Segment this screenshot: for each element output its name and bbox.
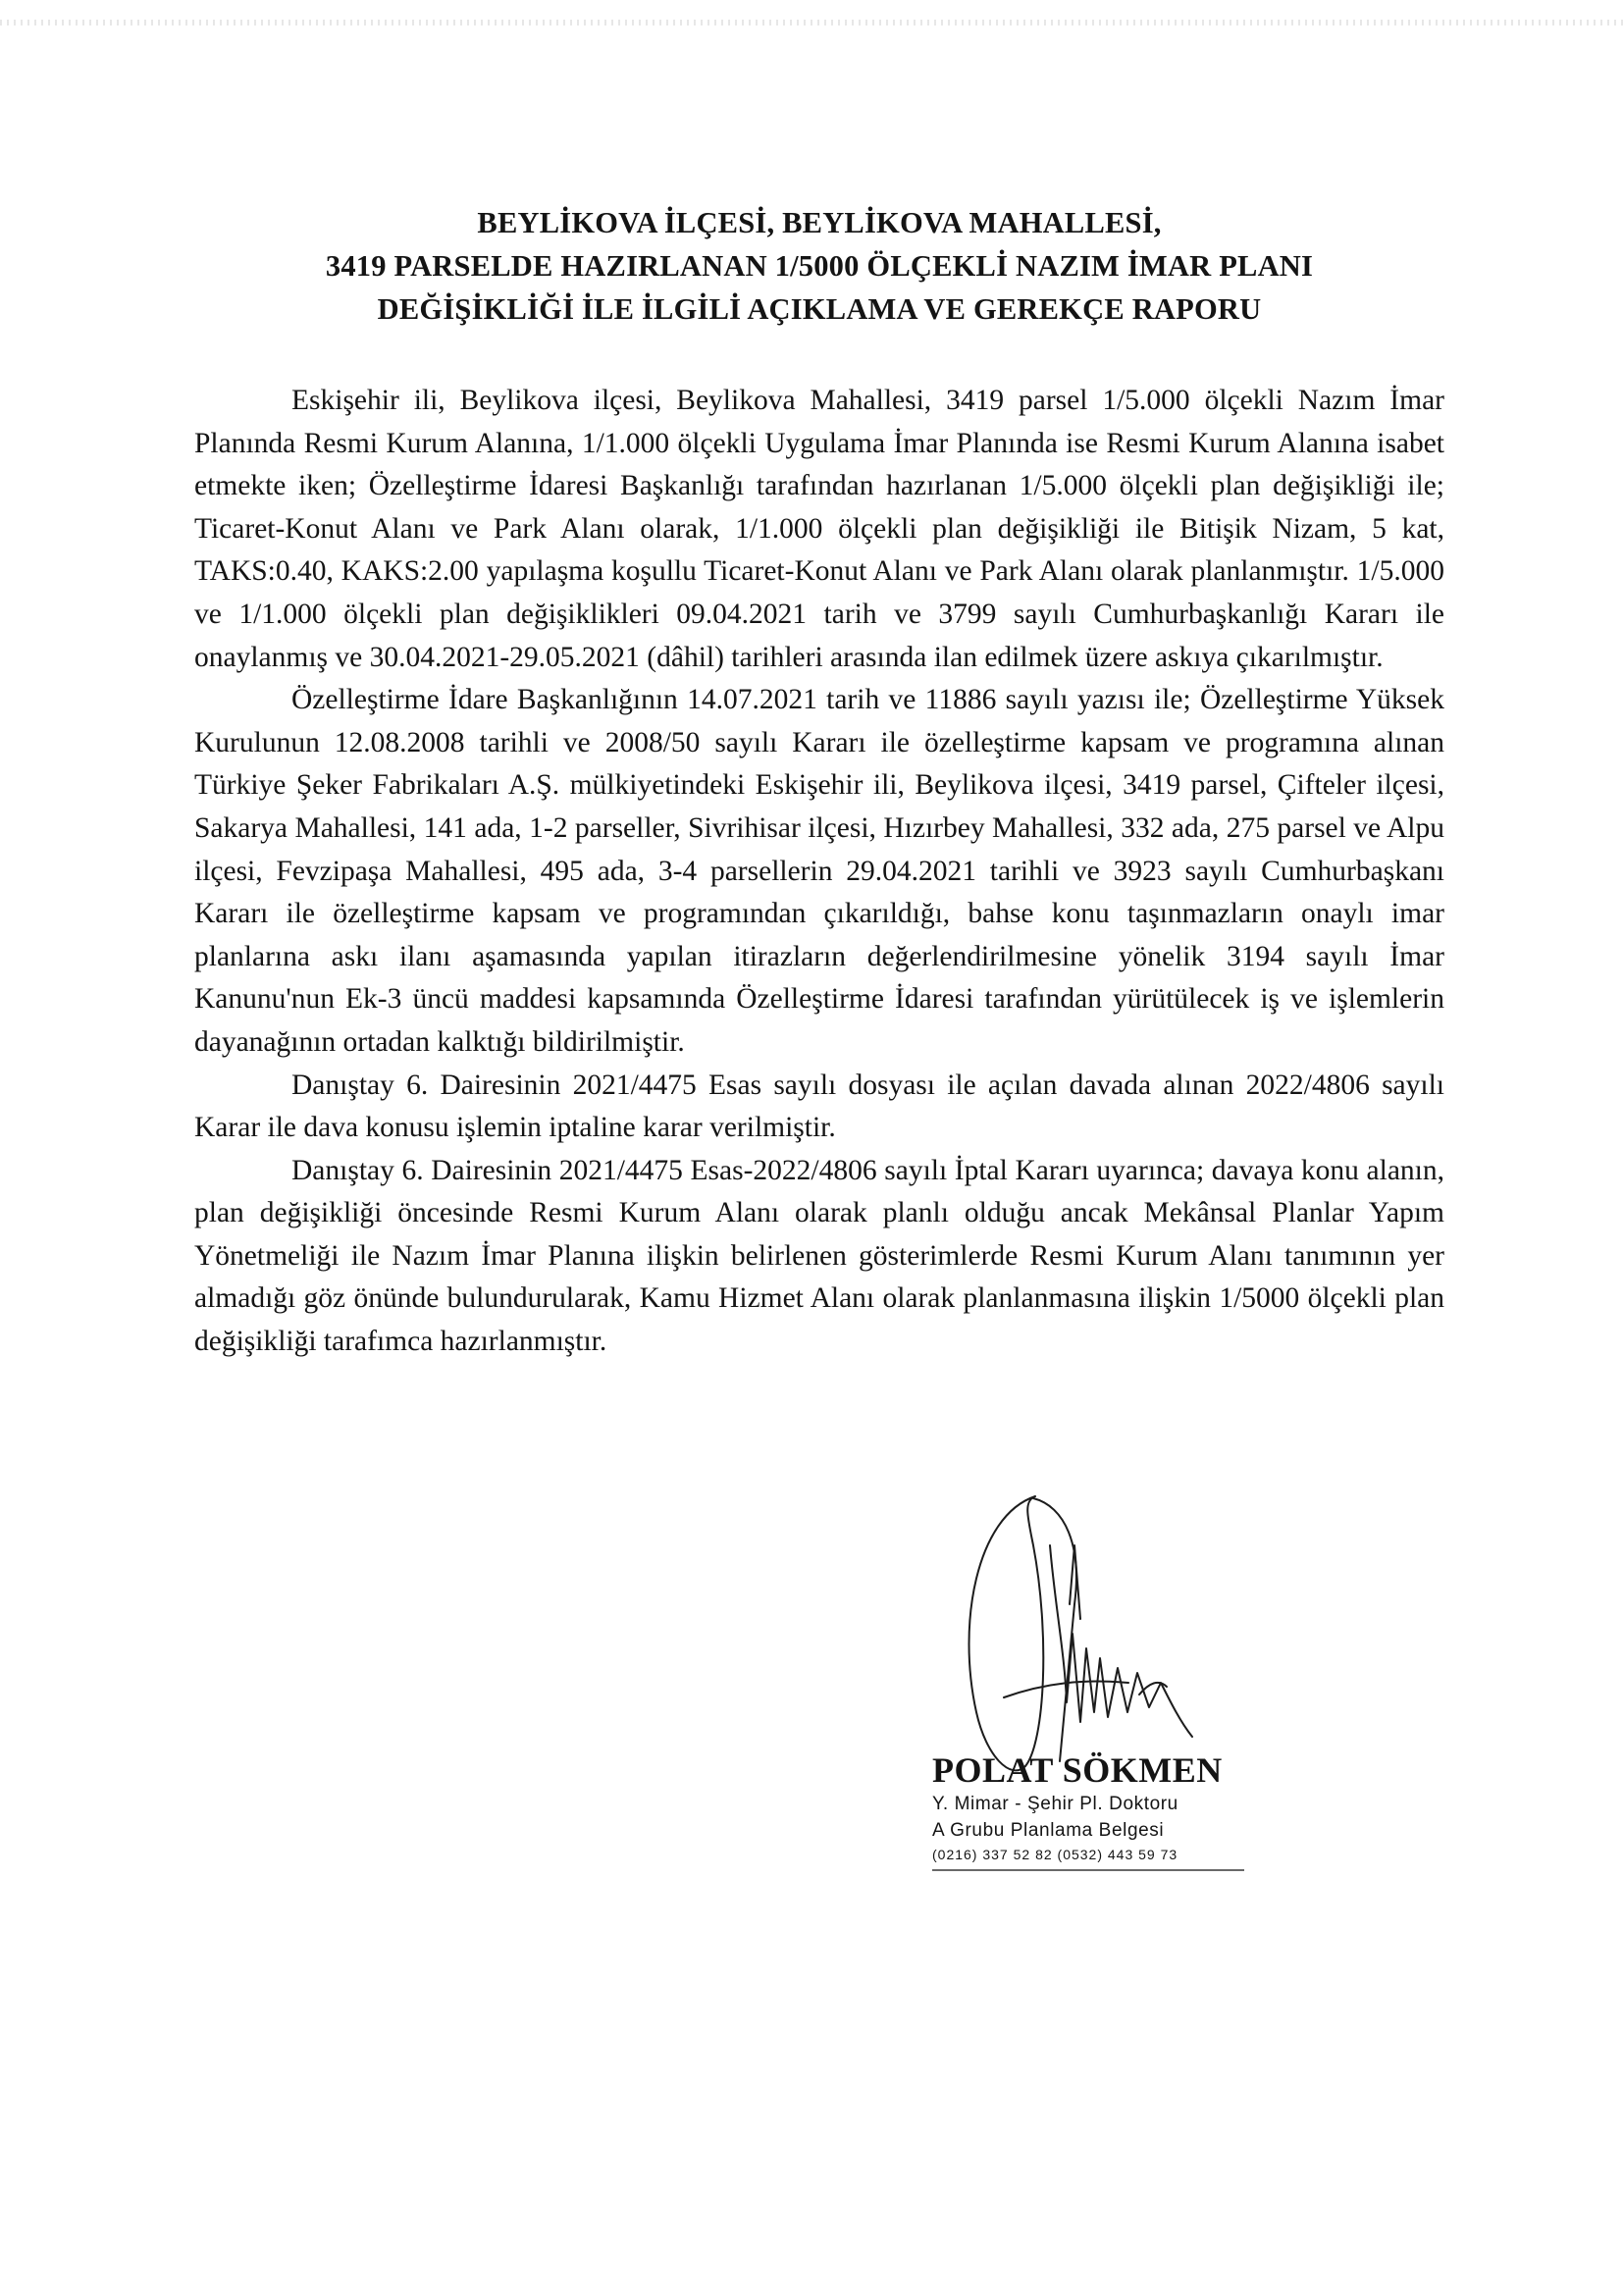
signatory-name: POLAT SÖKMEN: [932, 1750, 1223, 1790]
report-body: [194, 380, 1444, 1364]
signatory-title: Y. Mimar - Şehir Pl. Doktoru: [932, 1794, 1178, 1814]
title-line-3: DEĞİŞİKLİĞİ İLE İLGİLİ AÇIKLAMA VE GEREKÇE RAPORU: [377, 292, 1262, 326]
title-line-1: BEYLİKOVA İLÇESİ, BEYLİKOVA MAHALLESİ,: [477, 206, 1162, 239]
paragraph-3: Danıştay 6. Dairesinin 2021/4475 Esas sayılı dosyası ile açılan davada alınan 2022/4806 sayılı Karar ile dava konusu işlemin iptaline karar verilmiştir.: [194, 1069, 1444, 1144]
signatory-certificate: A Grubu Planlama Belgesi: [932, 1820, 1165, 1841]
paragraph-2: Özelleştirme İdare Başkanlığının 14.07.2021 tarih ve 11886 sayılı yazısı ile; Özelleştirme Yüksek Kurulunun 12.08.2008 tarihli ve 2008/50 sayılı Kararı ile özelleştirme kapsam ve programına alınan Türkiye Şeker Fabrikaları A.Ş. mülkiyetindeki Eskişehir ili, Beylikova ilçesi, 3419 parsel, Çifteler ilçesi, Sakarya Mahallesi, 141 ada, 1-2 parseller, Sivrihisar ilçesi, Hızırbey Mahallesi, 332 ada, 275 parsel ve Alpu ilçesi, Fevzipaşa Mahallesi, 495 ada, 3-4 parsellerin 29.04.2021 tarihli ve 3923 sayılı Cumhurbaşkanı Kararı ile özelleştirme kapsam ve programından çıkarıldığı, bahse konu taşınmazların onaylı imar planlarına askı ilanı aşamasında yapılan itirazların değerlendirilmesine yönelik 3194 sayılı İmar Kanunu'nun Ek-3 üncü maddesi kapsamında Özelleştirme İdaresi tarafından yürütülecek iş ve işlemlerin dayanağının ortadan kalktığı bildirilmiştir.: [194, 684, 1444, 1058]
handwritten-signature: [917, 1487, 1271, 1781]
paragraph-4: Danıştay 6. Dairesinin 2021/4475 Esas-2022/4806 sayılı İptal Kararı uyarınca; davaya konu alanın, plan değişikliği öncesinde Resmi Kurum Alanı olarak planlı olduğu ancak Mekânsal Planlar Yapım Yönetmeliği ile Nazım İmar Planına ilişkin belirlenen gösterimlerde Resmi Kurum Alanı tanımının yer almadığı göz önünde bulundurularak, Kamu Hizmet Alanı olarak planlanmasına ilişkin 1/5000 ölçekli plan değişikliği tarafımca hazırlanmıştır.: [194, 1154, 1444, 1358]
stamp-underline: [932, 1869, 1244, 1871]
scan-edge-artifact: [0, 20, 1623, 26]
paragraph-1: Eskişehir ili, Beylikova ilçesi, Beylikova Mahallesi, 3419 parsel 1/5.000 ölçekli Nazım İmar Planında Resmi Kurum Alanına, 1/1.000 ölçekli Uygulama İmar Planında ise Resmi Kurum Alanına isabet etmekte iken; Özelleştirme İdaresi Başkanlığı tarafından hazırlanan 1/5.000 ölçekli plan değişikliği ile; Ticaret-Konut Alanı ve Park Alanı olarak, 1/1.000 ölçekli plan değişikliği ile Bitişik Nizam, 5 kat, TAKS:0.40, KAKS:2.00 yapılaşma koşullu Ticaret-Konut Alanı ve Park Alanı olarak planlanmıştır. 1/5.000 ve 1/1.000 ölçekli plan değişiklikleri 09.04.2021 tarih ve 3799 sayılı Cumhurbaşkanlığı Kararı ile onaylanmış ve 30.04.2021-29.05.2021 (dâhil) tarihleri arasında ilan edilmek üzere askıya çıkarılmıştır.: [194, 385, 1444, 673]
document-title: [196, 201, 1442, 331]
signatory-phones: (0216) 337 52 82 (0532) 443 59 73: [932, 1847, 1178, 1862]
title-line-2: 3419 PARSELDE HAZIRLANAN 1/5000 ÖLÇEKLİ NAZIM İMAR PLANI: [325, 249, 1314, 283]
